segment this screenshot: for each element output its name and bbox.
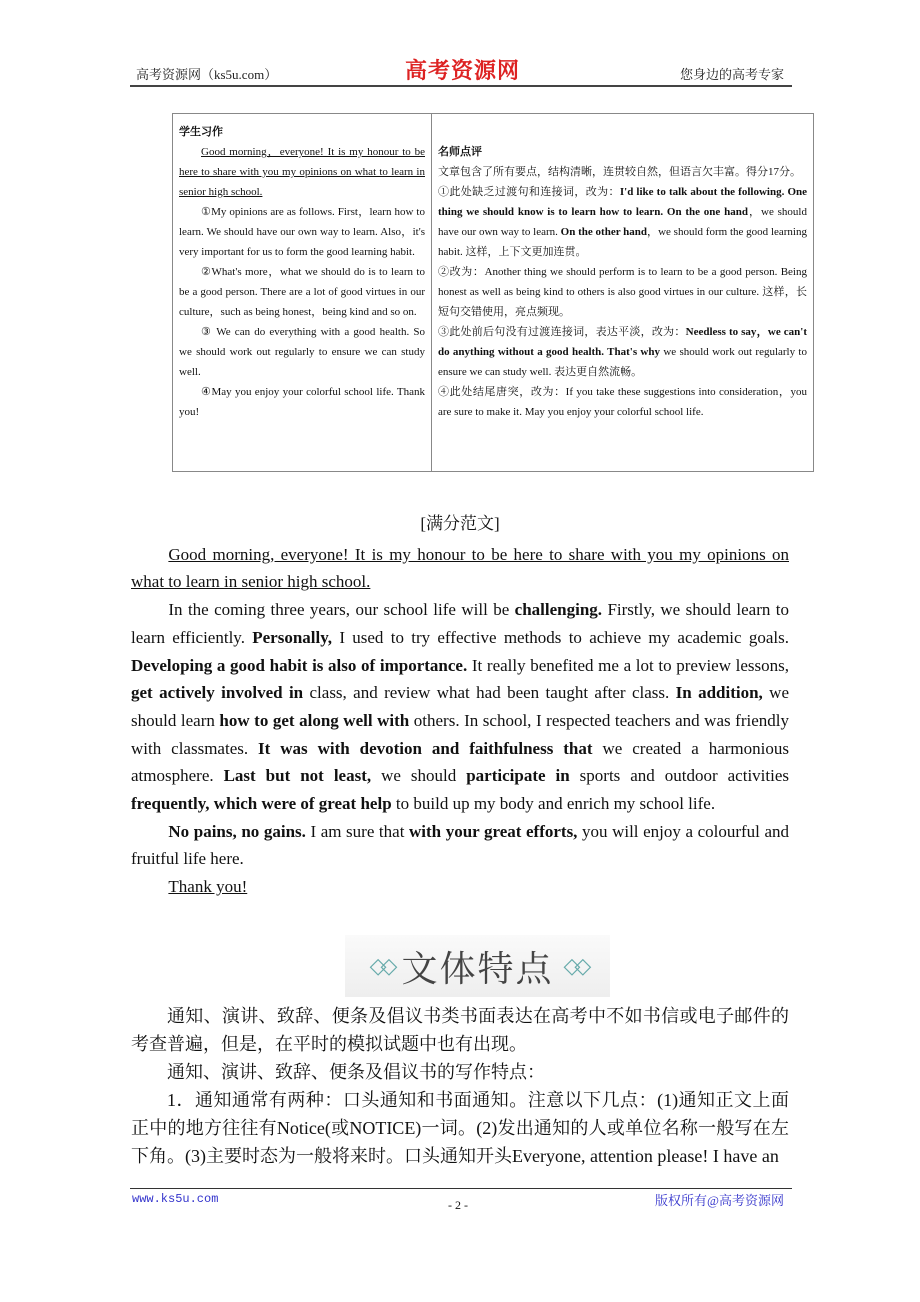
paragraph <box>131 596 789 818</box>
text-run: In the coming three years, our school life will be <box>168 600 515 620</box>
essay-paragraph: Good morning，everyone! It is my honour to be here to share with you my opinions on what to learn in senior high school. <box>179 146 425 198</box>
bold-phrase: On the other hand <box>560 226 648 238</box>
bold-phrase: with your great efforts, <box>409 821 578 841</box>
bold-phrase: I'd like to talk about the following. One thing we should know is to learn how to learn. On the one hand <box>438 186 808 218</box>
model-closing: Thank you! <box>168 877 248 897</box>
text-run: ，we should have our own way to learn. <box>438 206 807 238</box>
header-divider <box>130 85 792 87</box>
model-essay <box>131 510 789 901</box>
student-essay-title: 学生习作 <box>179 125 223 138</box>
paragraph <box>131 818 789 873</box>
teacher-comment-column <box>432 114 813 471</box>
header-right: 您身边的高考专家 <box>679 67 784 82</box>
text-run: It really benefited me a lot to preview lessons, <box>467 655 789 675</box>
bold-phrase: Developing a good habit is also of importance. <box>131 655 468 675</box>
paragraph <box>438 182 807 262</box>
text-run: ，we should form the good learning habit. 这样，上下文更加连贯。 <box>438 226 807 258</box>
body-text <box>131 1002 789 1170</box>
text-run: Firstly, we should learn to learn efficiently. <box>131 600 789 647</box>
bold-phrase: Needless to say，we can't do anything without a good health. That's why <box>438 326 807 358</box>
student-essay-column <box>173 114 432 471</box>
header-left: 高考资源网（ks5u.com） <box>136 67 278 82</box>
bold-phrase: frequently, which were of great help <box>131 794 392 814</box>
paragraph <box>438 262 807 322</box>
text-run: we created a harmonious atmosphere. <box>131 738 789 786</box>
bold-phrase: get actively involved in <box>131 683 304 703</box>
text-run: class, and review what had been taught after class. <box>303 683 676 703</box>
bold-phrase: It was with devotion and faithfulness that <box>258 738 593 758</box>
body-paragraph: 通知、演讲、致辞、便条及倡议书类书面表达在高考中不如书信或电子邮件的考查普遍，但是，在平时的模拟试题中也有出现。 <box>131 1006 789 1054</box>
bold-phrase: participate in <box>466 766 570 786</box>
paragraph <box>438 382 807 422</box>
body-paragraph: 1．通知通常有两种：口头通知和书面通知。注意以下几点：(1)通知正文上面正中的地方往往有Notice(或NOTICE)一词。(2)发出通知的人或单位名称一般写在左下角。(3)主要时态为一般将来时。口头通知开头Everyone, attention please! I have an <box>131 1090 789 1166</box>
footer-link[interactable]: www.ks5u.com <box>132 1192 219 1206</box>
bold-phrase: No pains, no gains. <box>168 821 306 841</box>
bold-phrase: In addition, <box>675 683 763 703</box>
text-run: ②改为：Another thing we should perform is to learn to be a good person. Being honest as well as being kind to others is also good virtues in our culture. 这样，长短句交错使用，亮点频现。 <box>438 266 807 318</box>
text-run: ①此处缺乏过渡句和连接词，改为： <box>438 186 620 198</box>
essay-paragraph: ③ We can do everything with a good health. So we should work out regularly to ensure we can study well. <box>179 326 425 378</box>
footer-copyright: 版权所有@高考资源网 <box>655 1193 784 1208</box>
bold-phrase: challenging. <box>514 600 603 620</box>
text-run: ③此处前后句没有过渡连接词，表达平淡，改为： <box>438 326 686 338</box>
text-run: I am sure that <box>305 821 410 841</box>
text-run: we should learn <box>131 683 789 730</box>
page-number: - 2 - <box>448 1198 468 1212</box>
text-run: ④此处结尾唐突，改为：If you take these suggestions into consideration，you are sure to make it. May you enjoy your colorful school life. <box>438 386 807 418</box>
site-logo: 高考资源网 <box>405 58 521 83</box>
bold-phrase: how to get along well with <box>219 710 410 730</box>
text-run: 文章包含了所有要点，结构清晰，连贯较自然，但语言欠丰富。得分17分。 <box>438 166 801 178</box>
essay-paragraph: ①My opinions are as follows. First，learn how to learn. We should have our own way to learn. Also，it's very important for us to form the good learning habit. <box>179 206 425 258</box>
bold-phrase: Last but not least, <box>223 766 372 786</box>
model-essay-title: [满分范文] <box>420 514 500 533</box>
essay-paragraph: ④May you enjoy your colorful school life. Thank you! <box>179 386 425 418</box>
teacher-comment-title: 名师点评 <box>438 145 482 158</box>
comparison-table <box>172 113 814 472</box>
bold-phrase: Personally, <box>252 627 333 647</box>
section-title: 文体特点 <box>401 948 554 990</box>
text-run: you will enjoy a colourful and fruitful life here. <box>131 821 789 869</box>
essay-paragraph: ②What's more，what we should do is to learn to be a good person. There are a lot of good virtues in our culture，such as being honest，being kind and so on. <box>179 266 425 318</box>
text-run: sports and outdoor activities <box>569 766 789 786</box>
body-paragraph: 通知、演讲、致辞、便条及倡议书的写作特点： <box>167 1062 545 1082</box>
footer-divider <box>130 1188 792 1189</box>
diamond-ornament-icon: ◇◇ <box>563 953 586 978</box>
paragraph <box>438 322 807 382</box>
paragraph <box>438 162 807 182</box>
text-run: we should <box>371 766 467 786</box>
section-banner <box>345 935 610 997</box>
text-run: we should work out regularly to ensure we can study well. 表达更自然流畅。 <box>438 346 807 378</box>
text-run: others. In school, I respected teachers and was friendly with classmates. <box>131 710 789 758</box>
diamond-ornament-icon: ◇◇ <box>369 953 392 978</box>
text-run: I used to try effective methods to achieve my academic goals. <box>332 627 789 647</box>
model-opening: Good morning, everyone! It is my honour to be here to share with you my opinions on what to learn in senior high school. <box>131 544 789 592</box>
text-run: to build up my body and enrich my school life. <box>391 794 716 814</box>
